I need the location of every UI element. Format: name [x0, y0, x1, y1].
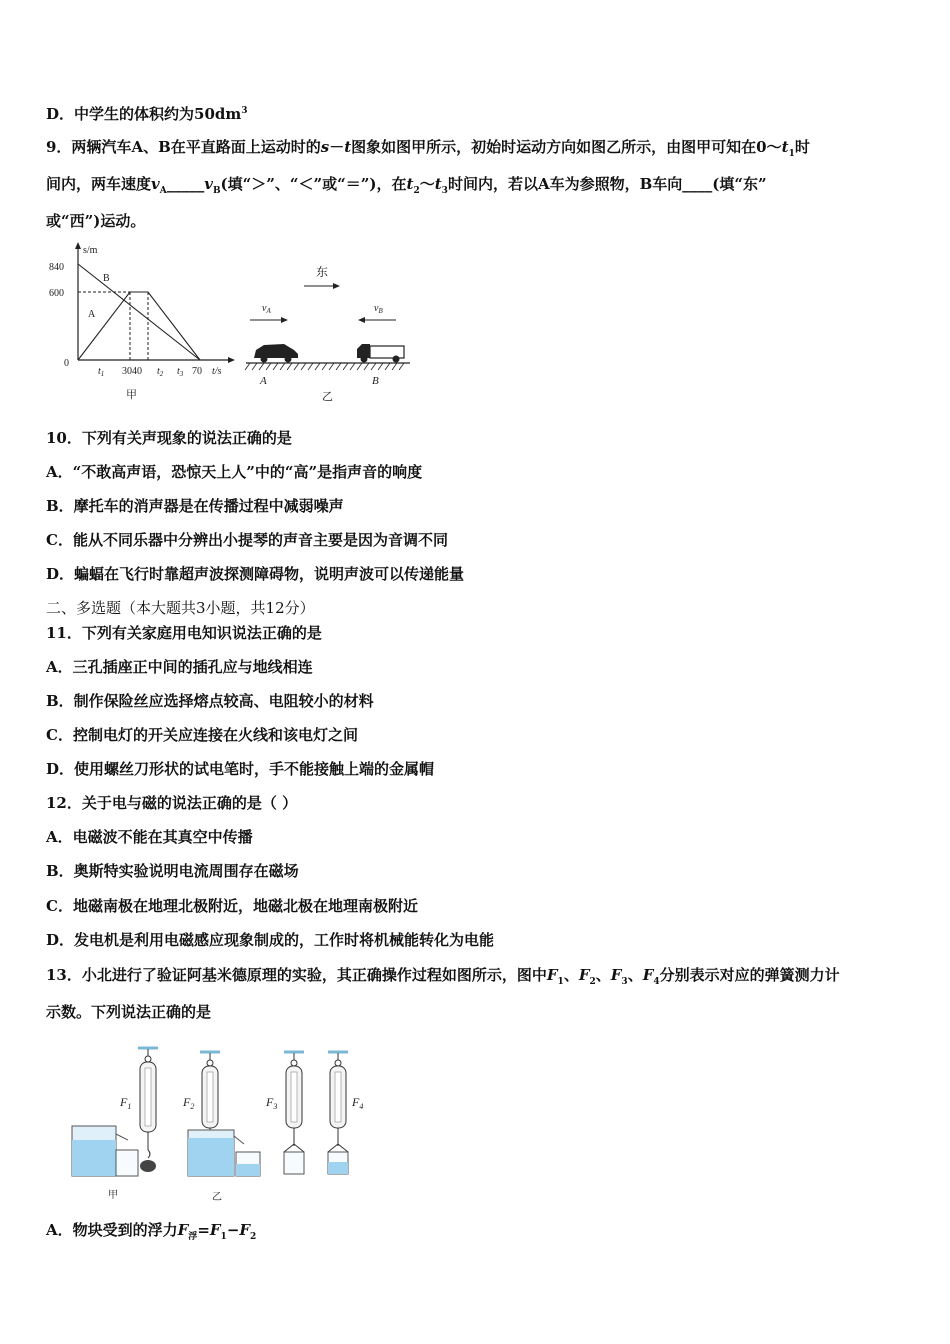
label-f4: $F_4$ — [352, 1095, 364, 1111]
label-f1: $F_1$ — [120, 1095, 132, 1111]
q12-option-b: B．奥斯特实验说明电流周围存在磁场 — [46, 862, 299, 880]
q10-option-c: C．能从不同乐器中分辨出小提琴的声音主要是因为音调不同 — [46, 531, 448, 549]
q12-option-c: C．地磁南极在地理北极附近，地磁北极在地理南极附近 — [46, 897, 418, 915]
q9-stem-line1: 9．两辆汽车A、B在平直路面上运动时的s－t图象如图甲所示，初始时运动方向如图乙所示，由图甲可知在$0\sim t_1$时 — [46, 138, 810, 159]
q9-stem-line3: 或“西”)运动。 — [46, 212, 146, 230]
caption-yi-13: 乙 — [212, 1192, 222, 1203]
q13-option-a: A．物块受到的浮力$F_浮=F_1-F_2$ — [46, 1221, 257, 1242]
label-f3: $F_3$ — [266, 1095, 278, 1111]
q9-figure-jia — [40, 240, 240, 405]
q8-option-d: D．中学生的体积约为$50dm^3$ — [46, 105, 248, 123]
q12-stem: 12．关于电与磁的说法正确的是（ ） — [46, 794, 298, 812]
spring-scale-4 — [328, 1052, 348, 1174]
y-axis-arrow — [75, 242, 81, 249]
q13-figure — [60, 1040, 380, 1210]
small-beaker-1 — [116, 1150, 138, 1176]
caption-jia-13: 甲 — [108, 1190, 118, 1201]
q10-option-a: A．“不敢高声语，恐惊天上人”中的“高”是指声音的响度 — [46, 463, 423, 481]
label-b: B — [103, 273, 110, 284]
label-f2: $F_2$ — [183, 1095, 195, 1111]
line-a — [78, 292, 200, 360]
line-b — [78, 264, 200, 360]
va-label: $v_A$ — [262, 303, 271, 315]
q10-option-d: D．蝙蝠在飞行时靠超声波探测障碍物，说明声波可以传递能量 — [46, 565, 465, 583]
origin-label: 0 — [64, 358, 69, 369]
q13-stem-line1: 13．小北进行了验证阿基米德原理的实验，其正确操作过程如图所示，图中$F_1$、$F_2$、$F_3$、$F_4$分别表示对应的弹簧测力计 — [46, 966, 840, 987]
section-2-heading: 二、多选题（本大题共3小题，共12分） — [46, 599, 315, 617]
q10-option-b: B．摩托车的消声器是在传播过程中减弱噪声 — [46, 497, 344, 515]
label-a: A — [88, 309, 96, 320]
y-tick-840: 840 — [49, 262, 64, 273]
caption-yi: 乙 — [322, 391, 333, 403]
x-axis-label: t/s — [212, 366, 222, 377]
small-beaker-2 — [236, 1152, 260, 1176]
caption-jia: 甲 — [126, 389, 137, 401]
q11-option-a: A．三孔插座正中间的插孔应与地线相连 — [46, 658, 313, 676]
q9-stem-line2: 间内，两车速度$v_A\_\_\_\_\_v_B$(填“＞”、“＜”或“＝”)，在$t_2\sim t_3$时间内，若以A车为参照物，B车向____(填“东” — [46, 175, 767, 196]
x-tick-t2: $t_2$ — [157, 366, 164, 378]
car-a-label: A — [260, 375, 267, 387]
vb-label: $v_B$ — [374, 303, 383, 315]
x-axis-arrow — [228, 357, 235, 363]
q11-option-c: C．控制电灯的开关应连接在火线和该电灯之间 — [46, 726, 358, 744]
spring-scale-1 — [138, 1048, 158, 1172]
vb-arrowhead — [358, 317, 365, 323]
y-tick-600: 600 — [49, 288, 64, 299]
q9-figure-yi — [240, 258, 420, 408]
east-label: 东 — [316, 265, 329, 279]
x-tick-3040: 3040 — [122, 366, 142, 377]
q11-option-d: D．使用螺丝刀形状的试电笔时，手不能接触上端的金属帽 — [46, 760, 435, 778]
car-a-icon — [254, 344, 298, 363]
east-arrowhead — [333, 283, 340, 289]
x-tick-t1: $t_1$ — [98, 366, 105, 378]
spring-scale-3 — [284, 1052, 304, 1174]
q11-option-b: B．制作保险丝应选择熔点较高、电阻较小的材料 — [46, 692, 374, 710]
x-tick-t3: $t_3$ — [177, 366, 184, 378]
ground-hatch — [245, 363, 404, 370]
q11-stem: 11．下列有关家庭用电知识说法正确的是 — [46, 624, 322, 642]
y-axis-label: s/m — [83, 245, 98, 256]
q10-stem: 10．下列有关声现象的说法正确的是 — [46, 429, 292, 447]
q13-stem-line2: 示数。下列说法正确的是 — [46, 1003, 212, 1021]
q12-option-d: D．发电机是利用电磁感应现象制成的，工作时将机械能转化为电能 — [46, 931, 495, 949]
truck-b-icon — [357, 344, 404, 363]
va-arrowhead — [281, 317, 288, 323]
car-b-label: B — [372, 375, 379, 387]
x-tick-70: 70 — [192, 366, 202, 377]
q12-option-a: A．电磁波不能在其真空中传播 — [46, 828, 253, 846]
